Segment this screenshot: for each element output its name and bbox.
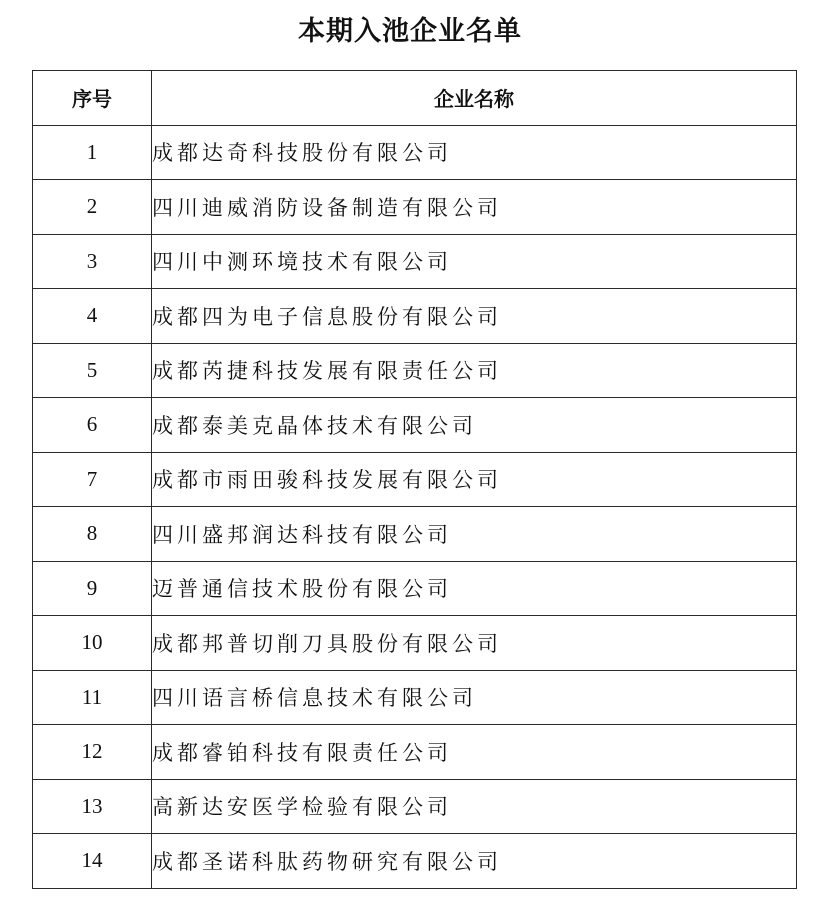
table-row	[33, 670, 797, 725]
company-name: 成都泰美克晶体技术有限公司	[152, 398, 797, 453]
company-name: 四川语言桥信息技术有限公司	[152, 670, 797, 725]
page-title: 本期入池企业名单	[298, 16, 522, 47]
row-number: 5	[33, 343, 152, 398]
row-number: 11	[33, 670, 152, 725]
table-row	[33, 398, 797, 453]
table-row	[33, 343, 797, 398]
row-number: 9	[33, 561, 152, 616]
table-row	[33, 180, 797, 235]
table-row	[33, 289, 797, 344]
row-number: 2	[33, 180, 152, 235]
company-name: 四川迪威消防设备制造有限公司	[152, 180, 797, 235]
company-name: 四川盛邦润达科技有限公司	[152, 507, 797, 562]
table-row	[33, 452, 797, 507]
table-row	[33, 561, 797, 616]
table-row	[33, 779, 797, 834]
company-name: 迈普通信技术股份有限公司	[152, 561, 797, 616]
company-name: 成都四为电子信息股份有限公司	[152, 289, 797, 344]
row-number: 6	[33, 398, 152, 453]
company-name: 成都邦普切削刀具股份有限公司	[152, 616, 797, 671]
company-name: 高新达安医学检验有限公司	[152, 779, 797, 834]
row-number: 8	[33, 507, 152, 562]
header-company-name: 企业名称	[152, 71, 797, 126]
row-number: 3	[33, 234, 152, 289]
table-row	[33, 616, 797, 671]
table-row	[33, 507, 797, 562]
row-number: 7	[33, 452, 152, 507]
table-row	[33, 234, 797, 289]
table-header-row	[33, 71, 797, 126]
company-name: 成都达奇科技股份有限公司	[152, 125, 797, 180]
table-row	[33, 725, 797, 780]
header-number: 序号	[33, 71, 152, 126]
company-name: 成都睿铂科技有限责任公司	[152, 725, 797, 780]
company-name: 成都芮捷科技发展有限责任公司	[152, 343, 797, 398]
company-name: 成都圣诺科肽药物研究有限公司	[152, 834, 797, 889]
row-number: 4	[33, 289, 152, 344]
table-row	[33, 125, 797, 180]
company-name: 成都市雨田骏科技发展有限公司	[152, 452, 797, 507]
row-number: 10	[33, 616, 152, 671]
company-name: 四川中测环境技术有限公司	[152, 234, 797, 289]
table-row	[33, 834, 797, 889]
enterprise-table	[32, 70, 797, 889]
row-number: 1	[33, 125, 152, 180]
row-number: 14	[33, 834, 152, 889]
row-number: 12	[33, 725, 152, 780]
row-number: 13	[33, 779, 152, 834]
